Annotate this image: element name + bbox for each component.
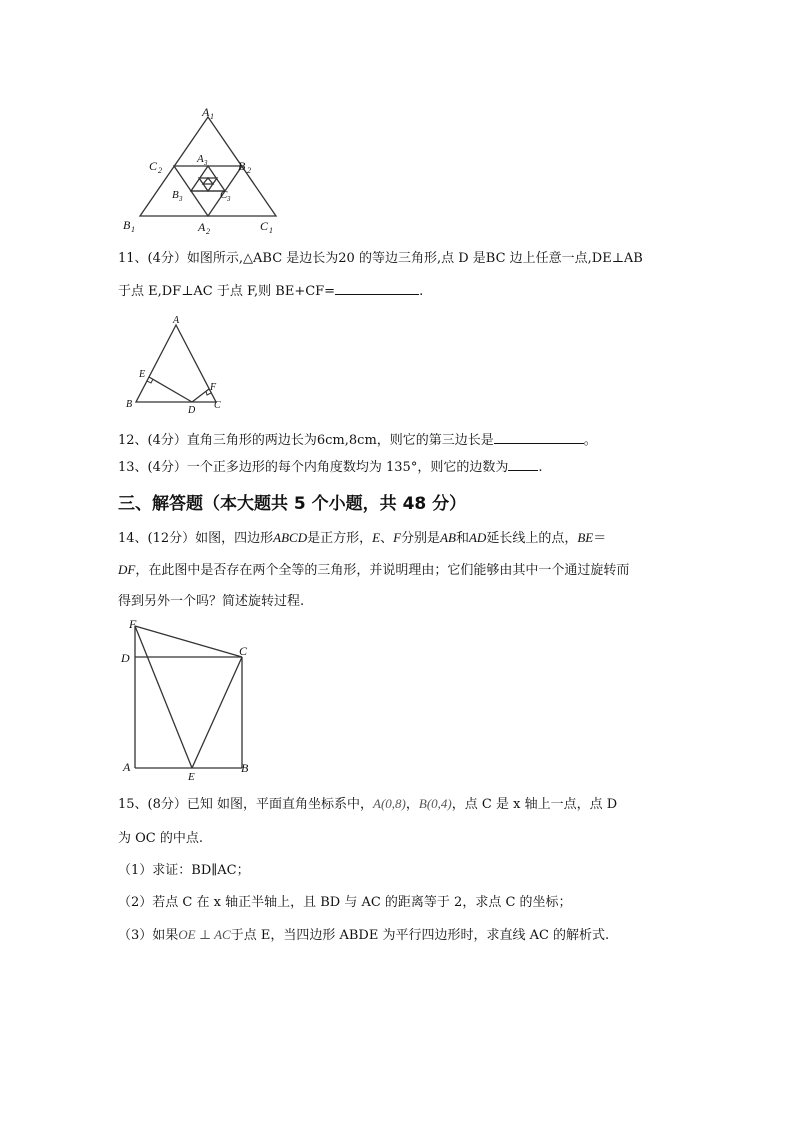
svg-text:A: A <box>202 105 210 119</box>
svg-text:3: 3 <box>204 159 208 167</box>
q14-text-3: 分别是 <box>401 531 441 546</box>
q14-ad: AD <box>468 530 487 545</box>
nested-triangles-figure <box>118 100 288 240</box>
q14-text-2: 是正方形， <box>307 531 373 546</box>
q14-text-5: 延长线上的点， <box>486 531 578 546</box>
svg-text:1: 1 <box>269 226 273 235</box>
q11-answer-blank[interactable] <box>335 281 419 295</box>
q15-oe-perp-ac: OE ⊥ AC <box>178 927 231 942</box>
q12 <box>118 430 688 450</box>
q12-period: 。 <box>583 433 597 448</box>
q12-text: 12、(4分）直角三角形的两边长为6cm,8cm，则它的第三边长是 <box>118 433 494 448</box>
svg-text:B: B <box>126 399 133 410</box>
q15-text-2: ，点 C 是 x 轴上一点，点 D <box>451 797 618 812</box>
q15-text-1: 15、(8分）已知 如图，平面直角坐标系中， <box>118 797 374 812</box>
svg-text:C: C <box>220 189 228 201</box>
q14-abcd: ABCD <box>273 530 308 545</box>
q14-text-4: 和 <box>455 531 469 546</box>
q13 <box>118 457 688 477</box>
q11-line-1: 11、(4分）如图所示,△ABC 是边长为20 的等边三角形,点 D 是BC 边上任意一点,DE⊥AB <box>118 251 643 266</box>
svg-text:1: 1 <box>131 225 135 234</box>
q13-period: . <box>538 460 543 475</box>
svg-text:2: 2 <box>206 227 210 236</box>
q14-line-2 <box>118 561 688 580</box>
svg-text:3: 3 <box>179 195 183 203</box>
svg-text:D: D <box>188 405 196 415</box>
q14-e: E <box>372 530 381 545</box>
q14-line-1 <box>118 529 688 548</box>
square-abcd-figure <box>115 615 265 785</box>
svg-text:C: C <box>149 159 158 173</box>
q15-sep: ， <box>405 797 419 812</box>
q14-ab: AB <box>440 530 456 545</box>
q14-text-1: 14、(12分）如图，四边形 <box>118 531 274 546</box>
svg-text:C: C <box>239 644 248 658</box>
svg-text:A: A <box>197 153 204 165</box>
svg-text:A: A <box>123 760 131 774</box>
svg-text:3: 3 <box>227 195 231 203</box>
q11-line-2 <box>118 281 688 301</box>
q13-text: 13、(4分）一个正多边形的每个内角度数均为 135°，则它的边数为 <box>118 460 509 475</box>
svg-text:A: A <box>198 220 206 234</box>
svg-text:E: E <box>139 369 146 380</box>
q14-text-6: ，在此图中是否存在两个全等的三角形，并说明理由；它们能够由其中一个通过旋转而 <box>135 563 630 578</box>
q15-line-2: 为 OC 的中点. <box>118 831 204 846</box>
q12-answer-blank[interactable] <box>494 430 584 444</box>
q11-text: 于点 E,DF⊥AC 于点 F,则 BE+CF= <box>118 284 336 299</box>
svg-text:1: 1 <box>210 112 214 121</box>
svg-text:D: D <box>121 651 130 665</box>
section-heading: 三、解答题（本大题共 5 个小题，共 48 分） <box>118 494 467 514</box>
q14-comma: 、 <box>380 531 394 546</box>
svg-text:C: C <box>214 400 221 411</box>
q14-f: F <box>393 530 402 545</box>
svg-text:C: C <box>260 219 269 233</box>
q14-line-3: 得到另外一个吗？简述旋转过程. <box>118 594 305 609</box>
svg-text:B: B <box>123 218 131 232</box>
q15-sub-3-text-2: 于点 E，当四边形 ABDE 为平行四边形时，求直线 AC 的解析式. <box>230 928 610 943</box>
svg-text:F: F <box>210 382 217 393</box>
q15-sub-2: （2）若点 C 在 x 轴正半轴上，且 BD 与 AC 的距离等于 2，求点 C 的坐标； <box>118 895 572 910</box>
q14-be: BE <box>577 530 594 545</box>
svg-text:E: E <box>188 771 195 783</box>
q14-equals: ＝ <box>593 531 607 546</box>
svg-text:A: A <box>173 315 180 326</box>
q15-point-a: A(0,8) <box>373 796 406 811</box>
q14-df: DF <box>118 562 136 577</box>
svg-text:2: 2 <box>158 166 162 175</box>
q15-line-1 <box>118 795 688 814</box>
svg-text:B: B <box>238 159 246 173</box>
equilateral-triangle-figure <box>118 310 228 415</box>
svg-text:B: B <box>241 761 249 775</box>
svg-text:B: B <box>172 189 179 201</box>
q13-answer-blank[interactable] <box>508 457 538 471</box>
svg-text:F: F <box>129 617 137 631</box>
q11-period: . <box>419 284 424 299</box>
q15-sub-3 <box>118 926 688 945</box>
q15-sub-3-text-1: （3）如果 <box>118 928 179 943</box>
q15-point-b: B(0,4) <box>418 796 452 811</box>
svg-text:2: 2 <box>247 166 251 175</box>
q15-sub-1: （1）求证：BD∥AC； <box>118 863 250 878</box>
